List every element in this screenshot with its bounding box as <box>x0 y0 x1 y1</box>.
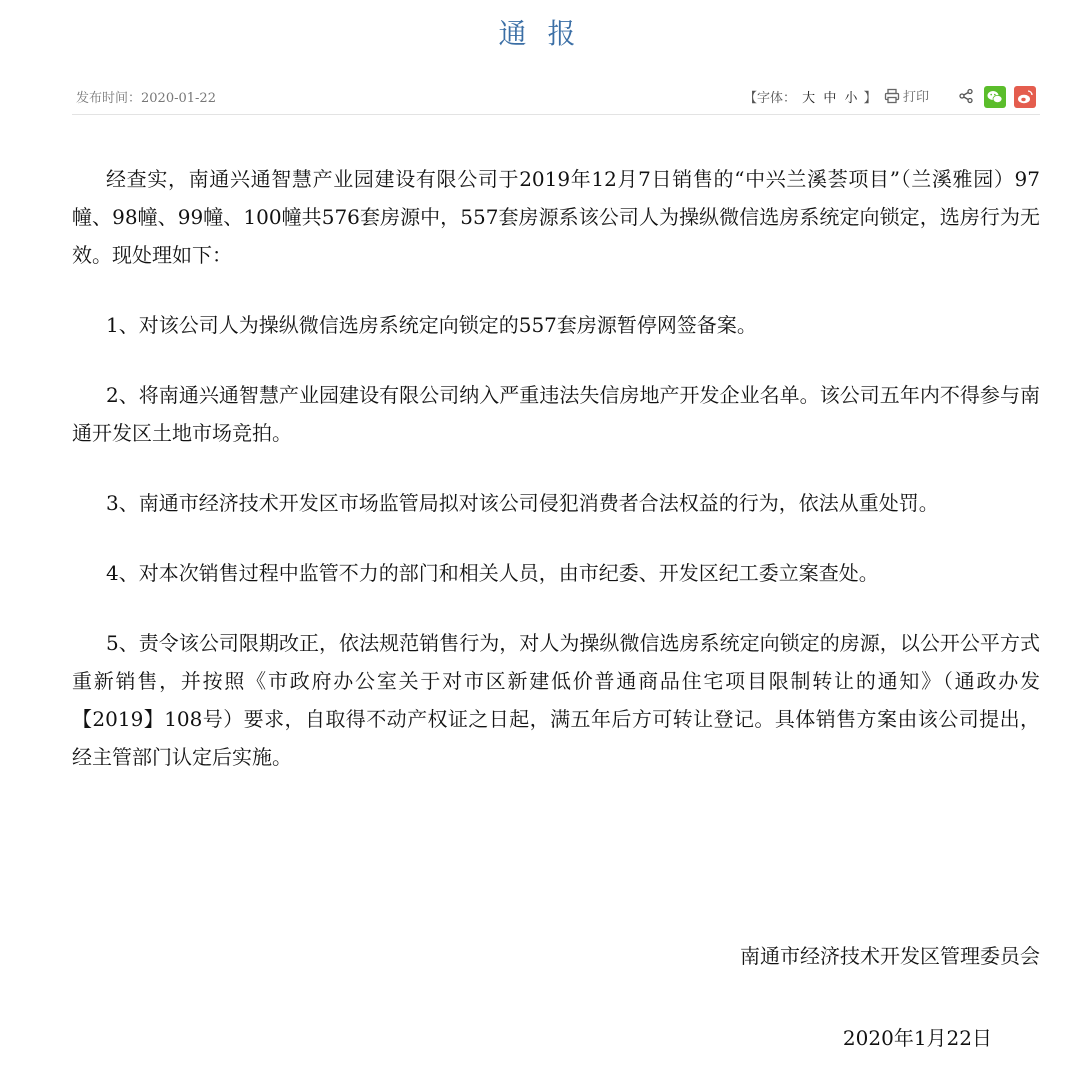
font-size-medium[interactable]: 中 <box>823 91 837 106</box>
font-size-small[interactable]: 小 <box>844 91 858 106</box>
print-label: 打印 <box>903 90 930 105</box>
signature-date: 2020年1月22日 <box>842 1026 992 1050</box>
meta-bar <box>72 80 1040 115</box>
item-3: 3、南通市经济技术开发区市场监管局拟对该公司侵犯消费者合法权益的行为，依法从重处罚。 <box>106 491 939 515</box>
signature-org: 南通市经济技术开发区管理委员会 <box>740 944 1040 968</box>
share-icon[interactable] <box>958 88 974 104</box>
font-size-large[interactable]: 大 <box>802 91 816 106</box>
publish-date: 2020-01-22 <box>141 91 216 106</box>
wechat-share-button[interactable] <box>984 86 1006 108</box>
item-1: 1、对该公司人为操纵微信选房系统定向锁定的557套房源暂停网签备案。 <box>106 313 757 337</box>
page-title: 通 报 <box>498 17 582 50</box>
publish-time <box>76 87 216 106</box>
font-size-control <box>744 87 877 106</box>
item-2: 2、将南通兴通智慧产业园建设有限公司纳入严重违法失信房地产开发企业名单。该公司五年内不得参与南通开发区土地市场竞拍。 <box>72 383 1040 445</box>
item-5: 5、责令该公司限期改正，依法规范销售行为，对人为操纵微信选房系统定向锁定的房源，以公开公平方式重新销售，并按照《市政府办公室关于对市区新建低价普通商品住宅项目限制转让的通知》（通政办发【2019】108号）要求，自取得不动产权证之日起，满五年后方可转让登记。具体销售方案由该公司提出，经主管部门认定后实施。 <box>72 631 1040 769</box>
font-size-prefix: 【字体： <box>744 91 797 106</box>
font-size-suffix: 】 <box>863 91 877 106</box>
item-4: 4、对本次销售过程中监管不力的部门和相关人员，由市纪委、开发区纪工委立案查处。 <box>106 561 879 585</box>
weibo-icon <box>1014 86 1036 108</box>
print-button[interactable] <box>884 86 929 105</box>
notice-body <box>72 160 1040 808</box>
weibo-share-button[interactable] <box>1014 86 1036 108</box>
wechat-icon <box>984 86 1006 108</box>
intro-paragraph: 经查实，南通兴通智慧产业园建设有限公司于2019年12月7日销售的“中兴兰溪荟项目”（兰溪雅园）97幢、98幢、99幢、100幢共576套房源中，557套房源系该公司人为操纵微信选房系统定向锁定，选房行为无效。现处理如下： <box>72 167 1040 267</box>
printer-icon <box>884 88 900 104</box>
publish-label: 发布时间： <box>76 91 142 106</box>
